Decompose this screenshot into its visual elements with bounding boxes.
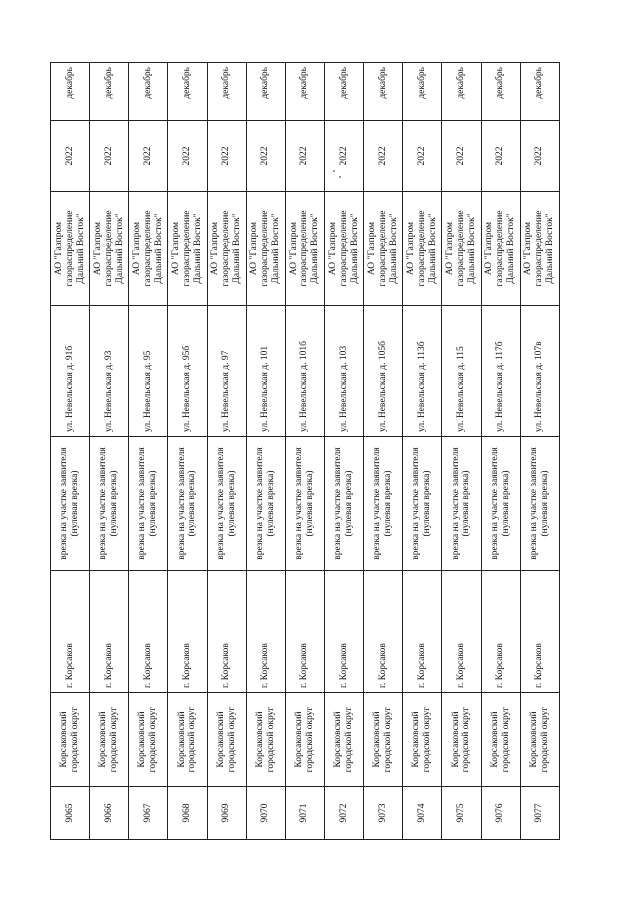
year-cell: 2022 [207, 121, 246, 192]
year-cell: 2022 [51, 121, 90, 192]
address-cell: ул. Невельская д. 115 [442, 306, 481, 437]
table-body [51, 63, 560, 840]
organization-cell: АО "Газпром газораспределение Дальний Восток" [403, 192, 442, 306]
table-row [168, 63, 207, 840]
district-cell: Корсаковский городской округ [168, 693, 207, 787]
connection-type-cell: врезка на участке заявителя (нулевая врезка) [129, 437, 168, 571]
row-number: 9074 [403, 787, 442, 840]
year-cell: 2022 [90, 121, 129, 192]
month-cell: декабрь [51, 63, 90, 121]
city-cell: г. Корсаков [324, 571, 363, 693]
district-cell: Корсаковский городской округ [51, 693, 90, 787]
month-cell: декабрь [207, 63, 246, 121]
row-number: 9076 [481, 787, 520, 840]
year-cell: 2022 [364, 121, 403, 192]
connection-type-cell: врезка на участке заявителя (нулевая врезка) [207, 437, 246, 571]
year-cell: 2022 [129, 121, 168, 192]
city-cell: г. Корсаков [168, 571, 207, 693]
address-cell: ул. Невельская д. 95 [129, 306, 168, 437]
city-cell: г. Корсаков [364, 571, 403, 693]
connection-type-cell: врезка на участке заявителя (нулевая врезка) [90, 437, 129, 571]
district-cell: Корсаковский городской округ [403, 693, 442, 787]
table-row [207, 63, 246, 840]
connection-type-cell: врезка на участке заявителя (нулевая врезка) [403, 437, 442, 571]
connection-type-cell: врезка на участке заявителя (нулевая врезка) [324, 437, 363, 571]
organization-cell: АО "Газпром газораспределение Дальний Восток" [442, 192, 481, 306]
organization-cell: АО "Газпром газораспределение Дальний Восток" [246, 192, 285, 306]
address-cell: ул. Невельская д. 101 [246, 306, 285, 437]
month-cell: декабрь [90, 63, 129, 121]
row-number: 9066 [90, 787, 129, 840]
month-cell: декабрь [324, 63, 363, 121]
district-cell: Корсаковский городской округ [520, 693, 559, 787]
month-cell: декабрь [403, 63, 442, 121]
connection-type-cell: врезка на участке заявителя (нулевая врезка) [246, 437, 285, 571]
month-cell: декабрь [481, 63, 520, 121]
row-number: 9065 [51, 787, 90, 840]
year-cell: 2022 [520, 121, 559, 192]
year-cell: 2022 [442, 121, 481, 192]
month-cell: декабрь [129, 63, 168, 121]
city-cell: г. Корсаков [481, 571, 520, 693]
district-cell: Корсаковский городской округ [246, 693, 285, 787]
connection-type-cell: врезка на участке заявителя (нулевая врезка) [481, 437, 520, 571]
organization-cell: АО "Газпром газораспределение Дальний Восток" [207, 192, 246, 306]
organization-cell: АО "Газпром газораспределение Дальний Восток" [520, 192, 559, 306]
address-cell: ул. Невельская д. 93 [90, 306, 129, 437]
row-number: 9069 [207, 787, 246, 840]
organization-cell: АО "Газпром газораспределение Дальний Восток" [51, 192, 90, 306]
row-number: 9068 [168, 787, 207, 840]
month-cell: декабрь [520, 63, 559, 121]
organization-cell: АО "Газпром газораспределение Дальний Восток" [129, 192, 168, 306]
organization-cell: АО "Газпром газораспределение Дальний Восток" [364, 192, 403, 306]
table-row [51, 63, 90, 840]
address-cell: ул. Невельская д. 91б [51, 306, 90, 437]
address-cell: ул. Невельская д. 107в [520, 306, 559, 437]
connection-type-cell: врезка на участке заявителя (нулевая врезка) [285, 437, 324, 571]
connection-type-cell: врезка на участке заявителя (нулевая врезка) [364, 437, 403, 571]
rotated-table-wrapper [50, 63, 560, 840]
organization-cell: АО "Газпром газораспределение Дальний Восток" [90, 192, 129, 306]
city-cell: г. Корсаков [285, 571, 324, 693]
address-cell: ул. Невельская д. 103 [324, 306, 363, 437]
district-cell: Корсаковский городской округ [285, 693, 324, 787]
connection-type-cell: врезка на участке заявителя (нулевая врезка) [442, 437, 481, 571]
year-cell: 2022 [324, 121, 363, 192]
district-cell: Корсаковский городской округ [324, 693, 363, 787]
city-cell: г. Корсаков [207, 571, 246, 693]
table-row [129, 63, 168, 840]
district-cell: Корсаковский городской округ [442, 693, 481, 787]
row-number: 9072 [324, 787, 363, 840]
row-number: 9073 [364, 787, 403, 840]
connection-type-cell: врезка на участке заявителя (нулевая врезка) [51, 437, 90, 571]
district-cell: Корсаковский городской округ [90, 693, 129, 787]
table-row [481, 63, 520, 840]
address-cell: ул. Невельская д. 97 [207, 306, 246, 437]
district-cell: Корсаковский городской округ [364, 693, 403, 787]
table-row [285, 63, 324, 840]
table-row [520, 63, 559, 840]
row-number: 9077 [520, 787, 559, 840]
row-number: 9071 [285, 787, 324, 840]
city-cell: г. Корсаков [129, 571, 168, 693]
organization-cell: АО "Газпром газораспределение Дальний Восток" [481, 192, 520, 306]
month-cell: декабрь [442, 63, 481, 121]
month-cell: декабрь [364, 63, 403, 121]
table-row [403, 63, 442, 840]
city-cell: г. Корсаков [520, 571, 559, 693]
year-cell: 2022 [481, 121, 520, 192]
year-cell: 2022 [246, 121, 285, 192]
district-cell: Корсаковский городской округ [207, 693, 246, 787]
city-cell: г. Корсаков [442, 571, 481, 693]
address-cell: ул. Невельская д. 105б [364, 306, 403, 437]
table-row [324, 63, 363, 840]
connections-table [50, 62, 560, 840]
city-cell: г. Корсаков [90, 571, 129, 693]
year-cell: 2022 [285, 121, 324, 192]
city-cell: г. Корсаков [246, 571, 285, 693]
table-row [364, 63, 403, 840]
connection-type-cell: врезка на участке заявителя (нулевая врезка) [168, 437, 207, 571]
year-cell: 2022 [403, 121, 442, 192]
month-cell: декабрь [285, 63, 324, 121]
month-cell: декабрь [246, 63, 285, 121]
month-cell: декабрь [168, 63, 207, 121]
table-row [442, 63, 481, 840]
city-cell: г. Корсаков [51, 571, 90, 693]
city-cell: г. Корсаков [403, 571, 442, 693]
organization-cell: АО "Газпром газораспределение Дальний Восток" [324, 192, 363, 306]
row-number: 9070 [246, 787, 285, 840]
year-cell: 2022 [168, 121, 207, 192]
district-cell: Корсаковский городской округ [481, 693, 520, 787]
row-number: 9075 [442, 787, 481, 840]
address-cell: ул. Невельская д. 101б [285, 306, 324, 437]
address-cell: ул. Невельская д. 113б [403, 306, 442, 437]
address-cell: ул. Невельская д. 95б [168, 306, 207, 437]
table-row [246, 63, 285, 840]
organization-cell: АО "Газпром газораспределение Дальний Восток" [285, 192, 324, 306]
row-number: 9067 [129, 787, 168, 840]
connection-type-cell: врезка на участке заявителя (нулевая врезка) [520, 437, 559, 571]
organization-cell: АО "Газпром газораспределение Дальний Восток" [168, 192, 207, 306]
address-cell: ул. Невельская д. 117б [481, 306, 520, 437]
district-cell: Корсаковский городской округ [129, 693, 168, 787]
table-row [90, 63, 129, 840]
